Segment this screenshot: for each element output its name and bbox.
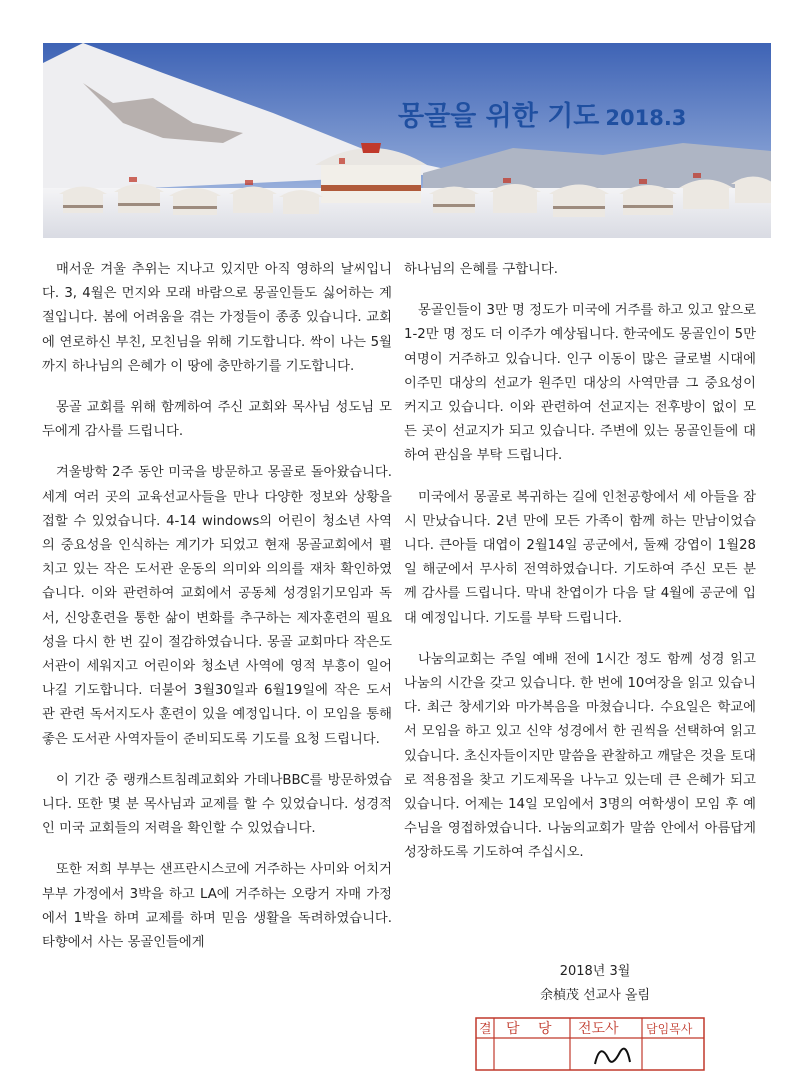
- signature-date: 2018년 3월: [559, 964, 631, 979]
- paragraph: 나눔의교회는 주일 예배 전에 1시간 정도 함께 성경 읽고 나눔의 시간을 갖고 있습니다. 한 번에 10여장을 읽고 있습니다. 최근 창세기와 마가복음을 마쳤습니다. 수요일은 학교에서 모임을 하고 있고 신약 성경에서 한 권씩을 선택하여 읽고 있습니다. 초신자들이지만 말씀을 관찰하고 깨달은 것을 토대로 적용점을 찾고 기도제목을 나누고 있는데 큰 은혜가 되고 있습니다. 어제는 14일 모임에서 3명의 여학생이 모임 후 예수님을 영접하였습니다. 나눔의교회가 말씀 안에서 아름답게 성장하도록 기도하여 주십시오.: [404, 651, 756, 861]
- title-year: 2018.3: [605, 106, 687, 130]
- paragraph: 매서운 겨울 추위는 지나고 있지만 아직 영하의 날씨입니다. 3, 4월은 먼지와 모래 바람으로 몽골인들도 싫어하는 계절입니다. 봄에 어려움을 겪는 가정들이 종종 있습니다. 교회에 연로하신 부친, 모친님을 위해 기도합니다. 싹이 나는 5월까지 하나님의 은혜가 이 땅에 충만하기를 기도합니다.: [42, 262, 392, 374]
- mongolia-landscape-image: [43, 43, 771, 238]
- paragraph: 겨울방학 2주 동안 미국을 방문하고 몽골로 돌아왔습니다. 세계 여러 곳의 교육선교사들을 만나 다양한 정보와 상황을 접할 수 있었습니다. 4-14 windows의 어린이 청소년 사역의 중요성을 인식하는 계기가 되었고 현재 몽골교회에서 펼치고 있는 작은 도서관 운동의 의미와 의의를 재차 확인하였습니다. 이와 관련하여 교회에서 공동체 성경읽기모임과 독서, 신앙훈련을 통한 삶이 변화를 추구하는 제자훈련의 필요성을 다시 한 번 깊이 절감하였습니다. 몽골 교회마다 작은도서관이 세워지고 어린이와 청소년 사역에 영적 부흥이 일어나길 기도합니다. 더불어 3월30일과 6월19일에 작은 도서관 관련 독서지도사 훈련이 있을 예정입니다. 이 모임을 통해 좋은 도서관 사역자들이 준비되도록 기도를 요청 드립니다.: [42, 465, 392, 747]
- stamp-cell-text: 당: [538, 1021, 552, 1037]
- signature-block: [520, 960, 670, 1008]
- approval-stamp-image: [470, 1012, 710, 1072]
- stamp-cell-text: 담임목사: [646, 1022, 693, 1036]
- banner-photo: [43, 43, 771, 238]
- paragraph: 미국에서 몽골로 복귀하는 길에 인천공항에서 세 아들을 잠시 만났습니다. 2년 만에 모든 가족이 함께 하는 만남이었습니다. 큰아들 대엽이 2월14일 공군에서, 둘째 강엽이 1월28일 해군에서 무사히 전역하였습니다. 기도하여 주신 모든 분께 감사를 드립니다. 막내 찬엽이가 다음 달 4월에 공군에 입대 예정입니다. 기도를 부탁 드립니다.: [404, 489, 756, 626]
- stamp-cell-text: 담: [506, 1021, 520, 1037]
- page-title: [398, 94, 686, 133]
- paragraph: 몽골 교회를 위해 함께하여 주신 교회와 목사님 성도님 모두에게 감사를 드립니다.: [42, 400, 392, 440]
- paragraph: 몽골인들이 3만 명 정도가 미국에 거주를 하고 있고 앞으로 1-2만 명 정도 더 이주가 예상됩니다. 한국에도 몽골인이 5만 여명이 거주하고 있습니다. 인구 이동이 많은 글로벌 시대에 이주민 대상의 선교가 원주민 대상의 사역만큼 그 중요성이 커지고 있습니다. 이와 관련하여 선교지는 전후방이 없이 모든 곳이 선교지가 되고 있습니다. 주변에 있는 몽골인들에 대하여 관심을 부탁 드립니다.: [404, 303, 756, 464]
- stamp-cell-text: 전도사: [578, 1021, 619, 1037]
- approval-stamp: [470, 1012, 710, 1072]
- paragraph: 하나님의 은혜를 구합니다.: [404, 262, 558, 277]
- handwritten-signature: [595, 1049, 630, 1064]
- paragraph: 또한 저희 부부는 샌프란시스코에 거주하는 사미와 어치거 부부 가정에서 3박을 하고 LA에 거주하는 오랑거 자매 가정에서 1박을 하며 교제를 하며 믿음 생활을 독려하였습니다. 타향에서 사는 몽골인들에게: [42, 862, 392, 951]
- paragraph: 이 기간 중 랭캐스트침례교회와 가데나BBC를 방문하였습니다. 또한 몇 분 목사님과 교제를 할 수 있었습니다. 성경적인 미국 교회들의 저력을 확인할 수 있었습니다.: [42, 772, 392, 837]
- left-column: [42, 258, 392, 972]
- title-text: 몽골을 위한 기도: [398, 101, 600, 132]
- stamp-cell-text: 결: [479, 1022, 492, 1037]
- signature-name: 余楨茂 선교사 올림: [539, 988, 651, 1003]
- right-column: [404, 258, 756, 883]
